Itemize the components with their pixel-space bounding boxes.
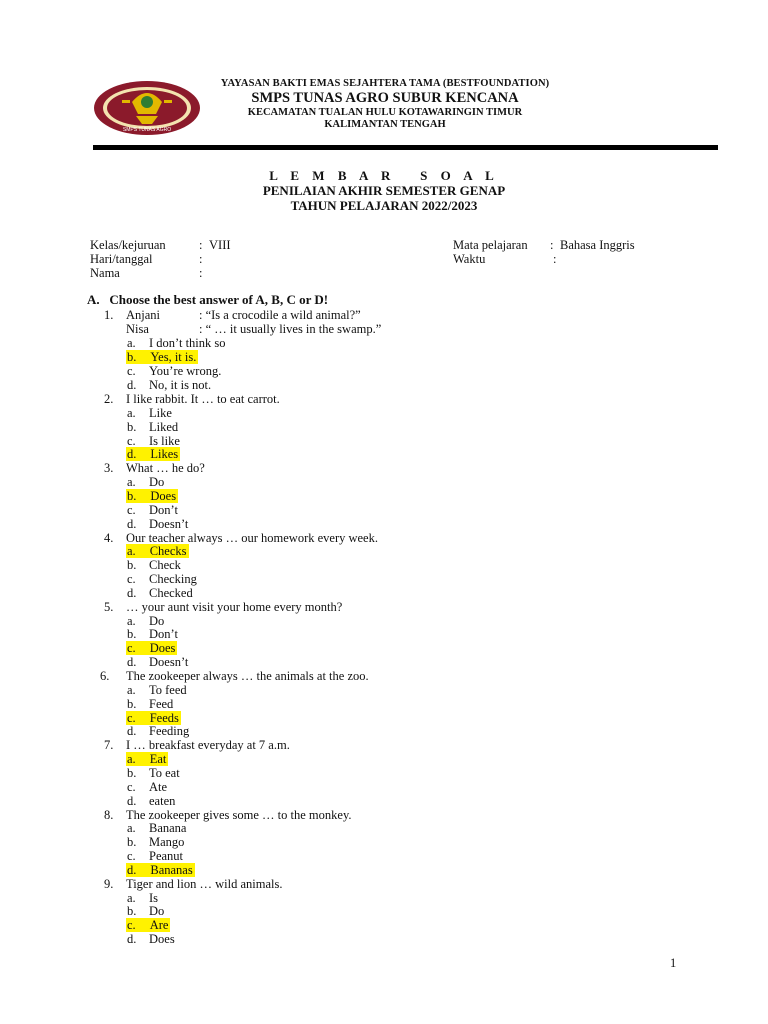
speaker-2: Nisa [126, 322, 149, 336]
option-text: Eat [149, 752, 167, 767]
option-text: Bananas [150, 862, 193, 877]
option-letter: b. [127, 765, 137, 780]
option-letter: d. [127, 378, 137, 392]
option-text: Does [150, 488, 177, 503]
question-text: The zookeeper gives some … to the monkey. [126, 807, 352, 822]
option-letter: c. [127, 502, 136, 517]
option-letter: a. [127, 613, 136, 628]
option-letter: d. [127, 793, 137, 808]
option-letter: b. [127, 558, 137, 573]
question-number: 8. [104, 807, 114, 822]
option-text: Like [149, 405, 172, 420]
mapel-label: Mata pelajaran [453, 238, 528, 252]
option-text: Is like [149, 433, 180, 448]
option-text: No, it is not. [149, 378, 212, 392]
option-text: Do [149, 613, 165, 628]
option-text: Likes [150, 447, 179, 462]
option-text: To eat [149, 765, 180, 780]
option-text: Is [149, 890, 159, 905]
option-text: Peanut [149, 849, 184, 864]
option-letter: b. [127, 350, 137, 364]
option-text: Don’t [149, 627, 178, 642]
option-letter: b. [127, 488, 137, 503]
option-letter: a. [127, 821, 136, 836]
question-number: 1. [104, 308, 114, 322]
question-number: 5. [104, 599, 114, 614]
section-a-heading: A. Choose the best answer of A, B, C or D! [87, 292, 329, 307]
option-text: Do [149, 475, 165, 490]
option-letter: a. [127, 405, 136, 420]
question-text: Our teacher always … our homework every week. [126, 530, 378, 545]
option-text: Do [149, 904, 165, 919]
option-text: Don’t [149, 502, 178, 517]
page-number: 1 [670, 956, 677, 970]
option-letter: c. [127, 779, 136, 794]
question-text: Tiger and lion … wild animals. [126, 876, 283, 891]
option-letter: d. [127, 516, 137, 531]
question-number: 6. [100, 669, 110, 683]
option-letter: b. [127, 419, 137, 434]
answer-highlight [126, 711, 181, 725]
option-text: Feeding [149, 724, 190, 739]
school-header [205, 77, 565, 131]
option-text: To feed [149, 682, 187, 697]
option-text: Feed [149, 696, 174, 711]
option-letter: b. [127, 835, 137, 850]
option-text: eaten [149, 793, 176, 808]
hari-label: Hari/tanggal [90, 252, 153, 266]
waktu-label: Waktu [453, 252, 486, 266]
answer-highlight [126, 544, 189, 558]
header-divider [93, 145, 718, 150]
option-text: You’re wrong. [149, 364, 222, 378]
option-letter: a. [127, 752, 136, 767]
dialogue-line-1: : “Is a crocodile a wild animal?” [199, 308, 361, 322]
exam-page: SMPS TUNAS AGRO YAYASAN BAKTI EMAS SEJAHTERA TAMA (BESTFOUNDATION) SMPS TUNAS AGRO SUBUR KENCANA KECAMATAN TUALAN HULU KOTAWARINGIN TIMUR KALIMANTAN TENGAH L E M B A R S O A L PENILAIAN AKHIR SEMESTER GENAP TAHUN PELAJARAN 2022/2023 Kelas/kejuruan : VIII Hari/tanggal : Nama : Mata pelajaran : Bahasa Inggris Waktu : A. Choose the best answer of A, B, C or D! 1. Anjani : “Is a crocodile a wild animal?” Nisa : “ … it usually lives in the swamp.” a. I don’t think so b. Yes, it is. c. You’re wrong. d. No, it is not. 2. I like rabbit. It … to eat carrot. a. Like b. Liked c. Is like d. Likes 3. What … he do? a. Do b. Does c. Don’t d. Doesn’t 4. Our teacher always … our homework every week. a. Checks b. Check c. Checking d. Checked 5. … your aunt visit your home every month? a. Do b. Don’t c. Does d. Doesn’t 6. The zookeeper always … the animals at the zoo. a. To feed b. Feed c. Feeds d. Feeding 7. I … breakfast everyday at 7 a.m. a. Eat b. To eat c. Ate d. eaten 8. The zookeeper gives some … to the monkey. a. Banana b. Mango c. Peanut d. Bananas 9. Tiger and lion … wild animals. a. Is b. Do c. Are d. Does 1 [0, 0, 768, 1024]
title-line-1: L E M B A R S O A L [269, 168, 499, 183]
answer-highlight [126, 918, 170, 932]
option-letter: d. [127, 724, 137, 739]
option-letter: d. [127, 862, 137, 877]
option-text: Does [149, 932, 175, 947]
option-text: Doesn’t [149, 655, 189, 670]
question-number: 9. [104, 876, 114, 891]
school-crest-icon [92, 80, 202, 136]
option-letter: c. [127, 849, 136, 864]
option-letter: c. [127, 918, 136, 933]
option-text: I don’t think so [149, 336, 226, 350]
option-letter: c. [127, 364, 136, 378]
document-title [0, 168, 768, 213]
question-text: The zookeeper always … the animals at the zoo. [126, 669, 369, 683]
option-text: Ate [149, 779, 168, 794]
option-text: Yes, it is. [150, 350, 197, 364]
question-text: I … breakfast everyday at 7 a.m. [126, 738, 290, 753]
option-letter: a. [127, 475, 136, 490]
answer-highlight [126, 641, 177, 655]
option-letter: d. [127, 585, 137, 600]
foundation-name: YAYASAN BAKTI EMAS SEJAHTERA TAMA (BESTFOUNDATION) [220, 78, 550, 89]
speaker-1: Anjani [126, 308, 161, 322]
option-letter: a. [127, 336, 136, 350]
option-letter: c. [127, 641, 136, 656]
answer-highlight [126, 350, 198, 364]
question-number: 2. [104, 392, 114, 406]
kelas-value: VIII [209, 238, 231, 252]
option-text: Checking [149, 572, 197, 587]
option-text: Liked [149, 419, 179, 434]
option-text: Checked [149, 585, 193, 600]
option-letter: d. [127, 932, 137, 947]
option-letter: a. [127, 544, 136, 559]
option-letter: b. [127, 696, 137, 711]
option-letter: a. [127, 682, 136, 697]
logo-text: SMPS TUNAS AGRO [122, 127, 172, 133]
kelas-label: Kelas/kejuruan [90, 238, 166, 252]
option-text: Are [149, 918, 169, 933]
option-letter: a. [127, 890, 136, 905]
option-letter: d. [127, 447, 137, 462]
question-number: 4. [104, 530, 114, 545]
option-text: Banana [149, 821, 187, 836]
option-letter: d. [127, 655, 137, 670]
title-line-3: TAHUN PELAJARAN 2022/2023 [290, 198, 478, 213]
school-name: SMPS TUNAS AGRO SUBUR KENCANA [251, 90, 519, 106]
question-number: 7. [104, 738, 114, 753]
option-letter: c. [127, 710, 136, 725]
district-name: KECAMATAN TUALAN HULU KOTAWARINGIN TIMUR [247, 107, 523, 118]
answer-highlight [126, 447, 180, 461]
option-text: Checks [149, 544, 187, 559]
option-text: Mango [149, 835, 185, 850]
province-name: KALIMANTAN TENGAH [324, 119, 446, 130]
question-text: What … he do? [126, 461, 205, 476]
option-text: Feeds [149, 710, 179, 725]
nama-label: Nama [90, 266, 120, 280]
answer-highlight [126, 489, 178, 503]
option-text: Does [149, 641, 176, 656]
option-letter: b. [127, 904, 137, 919]
title-line-2: PENILAIAN AKHIR SEMESTER GENAP [262, 183, 506, 198]
question-text: … your aunt visit your home every month? [126, 599, 343, 614]
option-letter: c. [127, 433, 136, 448]
option-letter: c. [127, 572, 136, 587]
option-letter: b. [127, 627, 137, 642]
question-text: I like rabbit. It … to eat carrot. [126, 392, 280, 406]
answer-highlight [126, 752, 168, 766]
answer-highlight [126, 863, 195, 877]
option-text: Check [149, 558, 181, 573]
mapel-value: Bahasa Inggris [560, 238, 635, 252]
question-number: 3. [104, 461, 114, 476]
dialogue-line-2: : “ … it usually lives in the swamp.” [199, 322, 382, 336]
option-text: Doesn’t [149, 516, 189, 531]
